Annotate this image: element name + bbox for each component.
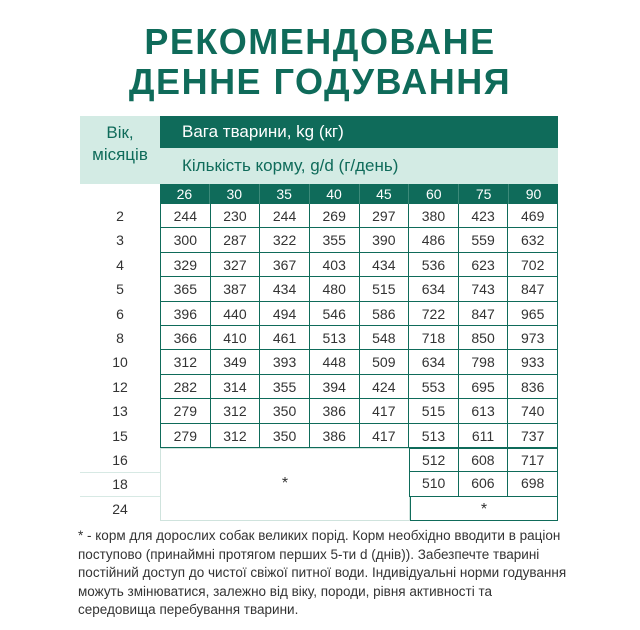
value-cell: 634 <box>409 350 459 374</box>
value-cell: 393 <box>260 350 310 374</box>
weight-cell: 40 <box>309 184 359 204</box>
age-cell: 4 <box>116 256 124 273</box>
value-cell: 312 <box>160 350 211 374</box>
value-cell: 494 <box>260 302 310 326</box>
value-cell: 702 <box>508 253 558 277</box>
value-cell: 349 <box>211 350 261 374</box>
value-cell: 312 <box>211 399 261 423</box>
value-cell: 509 <box>360 350 410 374</box>
value-cell: 461 <box>260 326 310 350</box>
amount-header: Кількість корму, g/d (г/день) <box>160 148 558 184</box>
value-cell: 513 <box>409 424 459 448</box>
value-cell: 933 <box>508 350 558 374</box>
value-cell: 510 <box>409 472 459 496</box>
value-cell: 279 <box>160 399 211 423</box>
value-cell: 423 <box>459 204 509 228</box>
age-cell: 2 <box>116 208 124 224</box>
value-cell: 798 <box>459 350 509 374</box>
value-cell: 847 <box>508 277 558 301</box>
value-cell: 717 <box>508 448 558 472</box>
age-cell: 8 <box>116 329 124 346</box>
value-cell: 623 <box>459 253 509 277</box>
age-cell: 18 <box>112 476 128 492</box>
title-line-2: ДЕННЕ ГОДУВАННЯ <box>128 61 512 102</box>
value-cell: 606 <box>459 472 509 496</box>
value-cell: 548 <box>360 326 410 350</box>
value-cell: 314 <box>211 375 261 399</box>
value-cell: 434 <box>360 253 410 277</box>
value-cell: 365 <box>160 277 211 301</box>
value-cell: 740 <box>508 399 558 423</box>
table-body <box>80 204 558 448</box>
weight-cell: 35 <box>259 184 309 204</box>
value-cell: 322 <box>260 228 310 252</box>
value-cell: 965 <box>508 302 558 326</box>
title-line-1: РЕКОМЕНДОВАНЕ <box>144 21 496 62</box>
table-row <box>80 277 558 301</box>
value-cell: 722 <box>409 302 459 326</box>
value-cell: 469 <box>508 204 558 228</box>
value-cell: 300 <box>160 228 211 252</box>
value-cell: 440 <box>211 302 261 326</box>
empty-cells-block <box>160 448 410 521</box>
value-cell: 613 <box>459 399 509 423</box>
value-cell: 279 <box>160 424 211 448</box>
value-cell: 396 <box>160 302 211 326</box>
table-row <box>80 399 558 423</box>
value-cell: 230 <box>211 204 261 228</box>
value-cell: 480 <box>310 277 360 301</box>
table-row <box>80 204 558 228</box>
value-cell: 536 <box>409 253 459 277</box>
value-cell: 390 <box>360 228 410 252</box>
table-row <box>80 424 558 448</box>
value-cell: 410 <box>211 326 261 350</box>
value-cell: 718 <box>409 326 459 350</box>
value-cell: 515 <box>409 399 459 423</box>
value-cell: 634 <box>409 277 459 301</box>
value-cell: 350 <box>260 424 310 448</box>
age-cell: 12 <box>112 378 128 395</box>
value-cell: 297 <box>360 204 410 228</box>
value-cell: 244 <box>160 204 211 228</box>
value-cell: 386 <box>310 424 360 448</box>
age-column-header: Вік, місяців <box>80 116 160 184</box>
age-cell: 16 <box>112 452 128 468</box>
value-cell: 743 <box>459 277 509 301</box>
table-row <box>80 228 558 252</box>
value-cell: 486 <box>409 228 459 252</box>
weight-cell: 26 <box>176 186 193 202</box>
value-cell: 355 <box>310 228 360 252</box>
table-row <box>80 350 558 374</box>
value-cell: 424 <box>360 375 410 399</box>
value-cell: 367 <box>260 253 310 277</box>
value-cell: 327 <box>211 253 261 277</box>
value-cell: 608 <box>459 448 509 472</box>
weight-cell: 45 <box>359 184 409 204</box>
value-cell: 546 <box>310 302 360 326</box>
value-cell: 632 <box>508 228 558 252</box>
feeding-table <box>80 116 558 521</box>
value-cell: 394 <box>310 375 360 399</box>
value-cell: 350 <box>260 399 310 423</box>
value-cell: 698 <box>508 472 558 496</box>
page-title <box>0 22 640 102</box>
age-cell: 15 <box>112 427 128 444</box>
weight-cell: 90 <box>508 184 558 204</box>
age-cell: 24 <box>112 501 128 517</box>
value-cell: 513 <box>310 326 360 350</box>
age-cell: 13 <box>112 403 128 420</box>
value-cell: 312 <box>211 424 261 448</box>
table-row <box>80 253 558 277</box>
asterisk-mark: * <box>281 475 289 492</box>
value-cell: 515 <box>360 277 410 301</box>
value-cell: 973 <box>508 326 558 350</box>
value-cell: 586 <box>360 302 410 326</box>
weight-cell: 60 <box>408 184 458 204</box>
weight-cell: 30 <box>209 184 259 204</box>
value-cell: 847 <box>459 302 509 326</box>
value-cell: 695 <box>459 375 509 399</box>
value-cell: 559 <box>459 228 509 252</box>
table-row <box>80 326 558 350</box>
value-cell: 380 <box>409 204 459 228</box>
age-cell: 3 <box>116 232 124 249</box>
value-cell: 417 <box>360 424 410 448</box>
value-cell: 355 <box>260 375 310 399</box>
value-cell: 417 <box>360 399 410 423</box>
value-cell: 836 <box>508 375 558 399</box>
value-cell: 850 <box>459 326 509 350</box>
age-cell: 5 <box>116 281 124 298</box>
age-cell: 6 <box>116 305 124 322</box>
value-cell: 287 <box>211 228 261 252</box>
value-cell: 434 <box>260 277 310 301</box>
value-cell: 329 <box>160 253 211 277</box>
value-cell: 386 <box>310 399 360 423</box>
value-cell: 366 <box>160 326 211 350</box>
value-cell: 737 <box>508 424 558 448</box>
table-row <box>80 302 558 326</box>
value-cell: 269 <box>310 204 360 228</box>
footnote: * - корм для дорослих собак великих порід. Корм необхідно вводити в раціон поступово (принаймні протягом перших 5-ти d (днів)). Забезпечте тварині постійний доступ до чистої свіжої питної води. Індивідуальні норми годування можуть змінюватися, залежно від віку, породи, рівня активності та середовища перебування тварини. <box>78 528 567 617</box>
value-cell: 512 <box>409 448 459 472</box>
table-row <box>80 375 558 399</box>
weights-row <box>160 184 558 204</box>
value-cell: 387 <box>211 277 261 301</box>
value-cell: 403 <box>310 253 360 277</box>
value-cell: 553 <box>409 375 459 399</box>
value-cell: 282 <box>160 375 211 399</box>
age-cell: 10 <box>112 354 128 371</box>
value-cell: 611 <box>459 424 509 448</box>
value-cell: 244 <box>260 204 310 228</box>
weight-header: Вага тварини, kg (кг) <box>160 116 558 148</box>
asterisk-mark: * <box>410 496 558 521</box>
weight-cell: 75 <box>458 184 508 204</box>
value-cell: 448 <box>310 350 360 374</box>
